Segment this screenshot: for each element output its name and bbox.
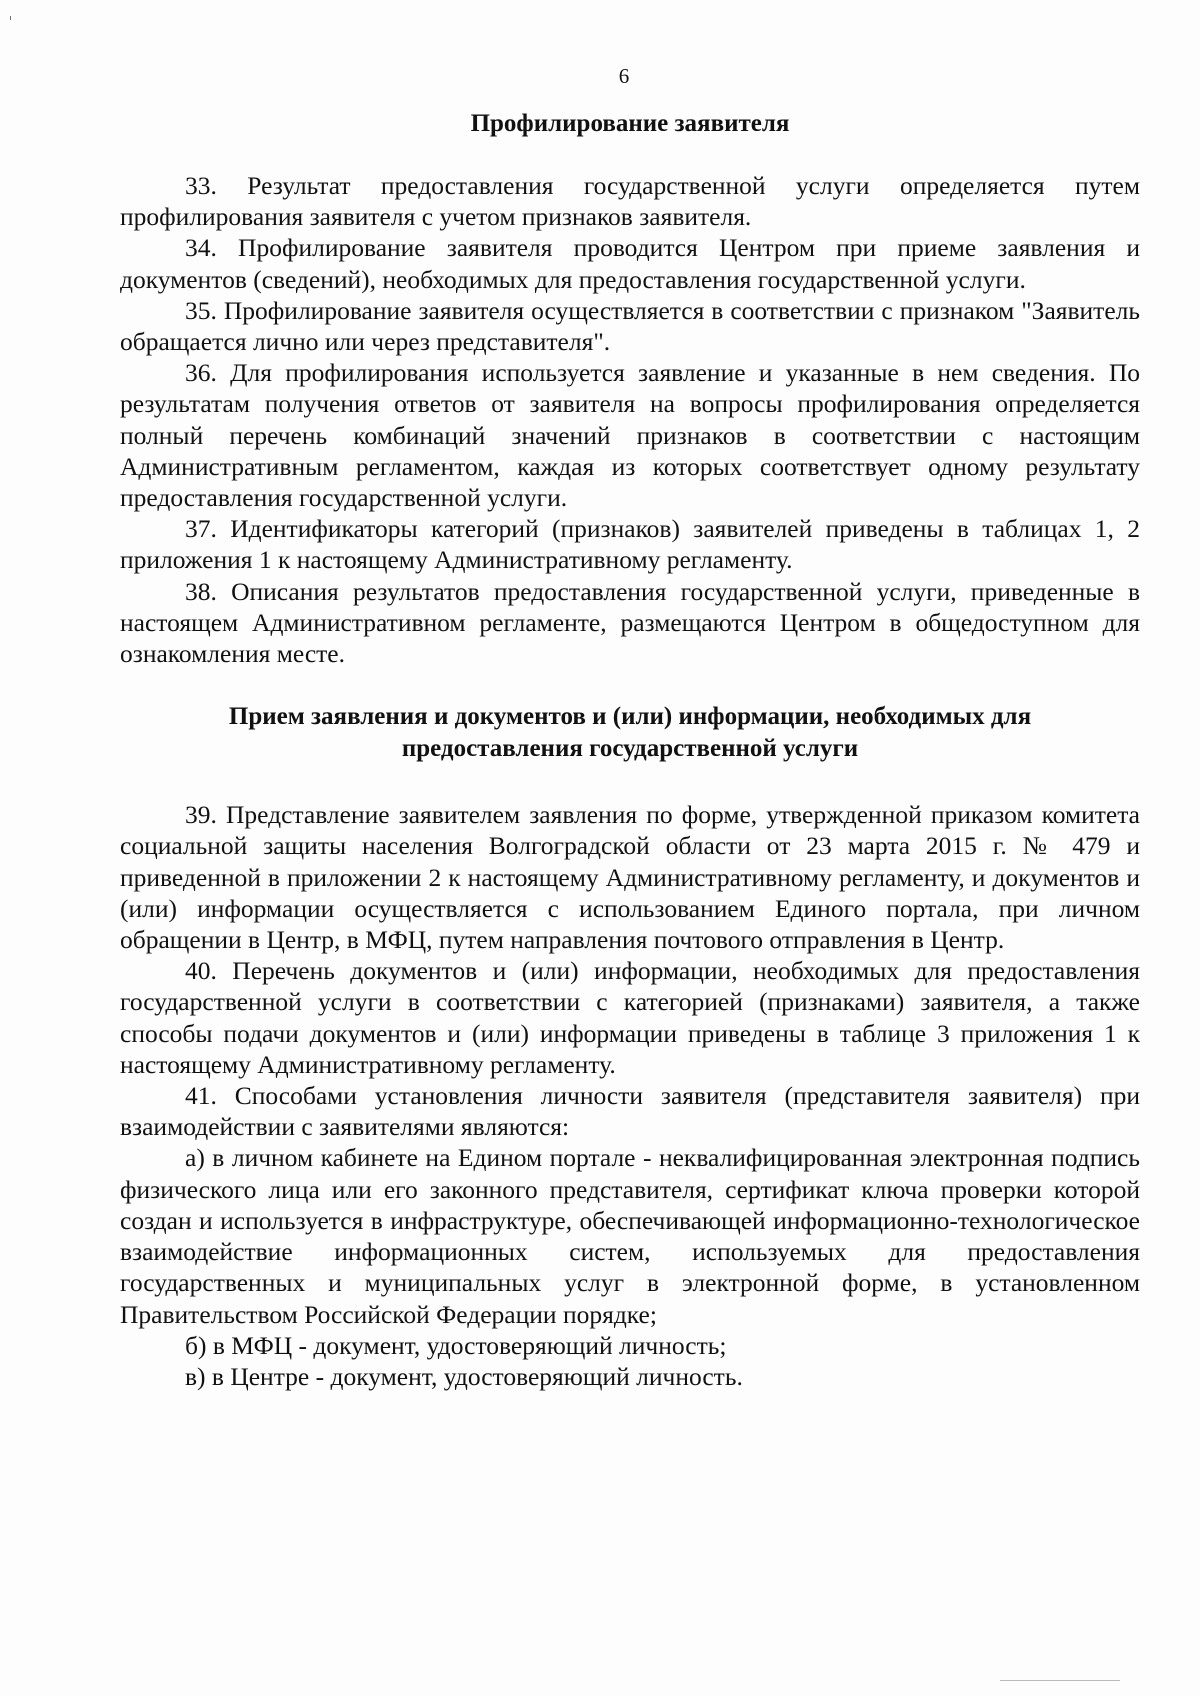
paragraph-34: 34. Профилирование заявителя проводится Центром при приеме заявления и документов (сведений), необходимых для предоставления государственной услуги. xyxy=(120,233,1140,294)
paragraph-39: 39. Представление заявителем заявления по форме, утвержденной приказом комитета социальной защиты населения Волгоградской области от 23 марта 2015 г. № 479 и приведенной в приложении 2 к настоящему Административному регламенту, и документов и (или) информации осуществляется с использованием Единого портала, при личном обращении в Центр, в МФЦ, путем направления почтового отправления в Центр. xyxy=(120,800,1140,955)
paragraph-41-b: б) в МФЦ - документ, удостоверяющий личность; xyxy=(185,1330,727,1360)
section-title-profiling: Профилирование заявителя xyxy=(470,110,790,137)
paragraph-41: 41. Способами установления личности заявителя (представителя заявителя) при взаимодействии с заявителями являются: xyxy=(120,1081,1140,1142)
section-title-line-2: предоставления государственной услуги xyxy=(401,735,859,763)
paragraph-35: 35. Профилирование заявителя осуществляется в соответствии с признаком "Заявитель обращается лично или через представителя". xyxy=(120,295,1140,357)
page-content xyxy=(120,108,1140,1392)
paragraph-41-c: в) в Центре - документ, удостоверяющий личность. xyxy=(185,1361,743,1391)
scan-bottom-line xyxy=(1000,1680,1120,1681)
paragraph-37: 37. Идентификаторы категорий (признаков) заявителей приведены в таблицах 1, 2 приложения 1 к настоящему Административному регламенту. xyxy=(120,514,1140,575)
paragraph-40: 40. Перечень документов и (или) информации, необходимых для предоставления государственной услуги в соответствии с категорией (признаками) заявителя, а также способы подачи документов и (или) информации приведены в таблице 3 приложения 1 к настоящему Административному регламенту. xyxy=(120,956,1140,1079)
paragraph-33: 33. Результат предоставления государственной услуги определяется путем профилирования заявителя с учетом признаков заявителя. xyxy=(120,171,1140,232)
section-title-line-1: Прием заявления и документов и (или) информации, необходимых для xyxy=(228,703,1032,731)
scan-artifact xyxy=(10,16,11,20)
section-title-application xyxy=(120,701,1140,765)
paragraph-38: 38. Описания результатов предоставления государственной услуги, приведенные в настоящем Административном регламенте, размещаются Центром в общедоступном для ознакомления месте. xyxy=(120,576,1140,669)
paragraph-41-a: а) в личном кабинете на Едином портале - неквалифицированная электронная подпись физического лица или его законного представителя, сертификат ключа проверки которой создан и используется в инфраструктуре, обеспечивающей информационно-технологическое взаимодействие информационных систем, используемых для предоставления государственных и муниципальных услуг в электронной форме, в установленном Правительством Российской Федерации порядке; xyxy=(120,1143,1140,1329)
paragraph-36: 36. Для профилирования используется заявление и указанные в нем сведения. По результатам получения ответов от заявителя на вопросы профилирования определяется полный перечень комбинаций значений признаков в соответствии с настоящим Административным регламентом, каждая из которых соответствует одному результату предоставления государственной услуги. xyxy=(120,358,1140,513)
page-number: 6 xyxy=(618,64,630,88)
